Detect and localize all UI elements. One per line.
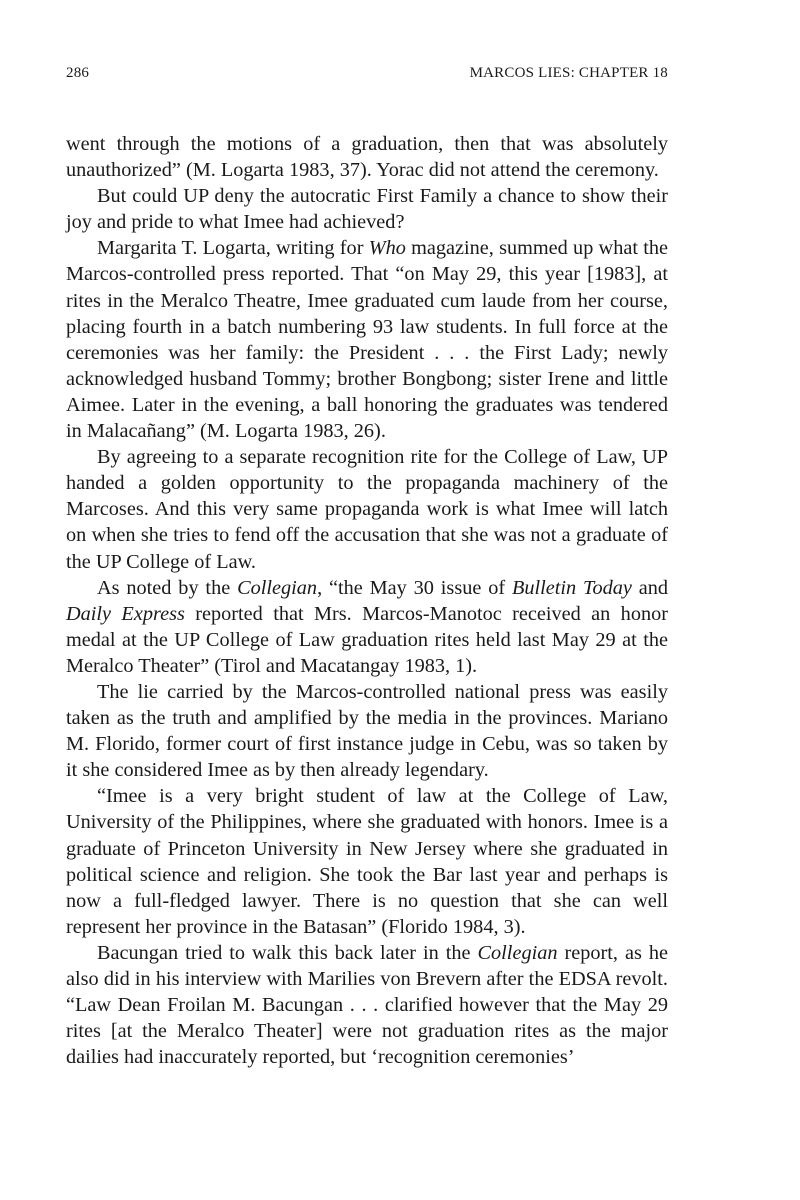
body-text — [66, 131, 668, 1070]
italic-title: Collegian — [237, 576, 318, 599]
text-run: went through the motions of a graduation, then that was absolutely unauthorized” (M. Logarta 1983, 37). Yorac did not attend the ceremony. — [66, 133, 668, 182]
text-run: magazine, summed up what the Marcos-controlled press reported. That “on May 29, this year [1983], at rites in the Meralco Theatre, Imee graduated cum laude from her course, placing fourth in a batch numbering 93 law students. In full force at the ceremonies was her family: the President . . . the First Lady; newly acknowledged husband Tommy; brother Bongbong; sister Irene and little Aimee. Later in the evening, a ball honoring the graduates was tendered in Malacañang” (M. Logarta 1983, 26). — [66, 237, 668, 443]
text-run: But could UP deny the autocratic First Family a chance to show their joy and pride to what Imee had achieved? — [66, 185, 668, 234]
book-page — [66, 0, 668, 1200]
paragraph — [66, 575, 668, 679]
running-header — [66, 65, 668, 82]
paragraph — [66, 783, 668, 940]
text-run: Margarita T. Logarta, writing for — [97, 237, 369, 260]
text-run: Bacungan tried to walk this back later in the — [97, 941, 478, 964]
page-number: 286 — [66, 65, 90, 81]
text-run: By agreeing to a separate recognition rite for the College of Law, UP handed a golden opportunity to the propaganda machinery of the Marcoses. And this very same propaganda work is what Imee will latch on when she tries to fend off the accusation that she was not a graduate of the UP College of Law. — [66, 446, 668, 573]
paragraph — [66, 235, 668, 444]
paragraph — [66, 679, 668, 783]
italic-title: Bulletin Today — [511, 576, 632, 599]
text-run: , “the May 30 issue of — [317, 576, 512, 599]
italic-title: Collegian — [477, 941, 558, 964]
paragraph — [66, 940, 668, 1070]
text-run: As noted by the — [97, 576, 238, 599]
text-run: The lie carried by the Marcos-controlled national press was easily taken as the truth and amplified by the media in the provinces. Mariano M. Florido, former court of first instance judge in Cebu, was so taken by it she considered Imee as by then already legendary. — [66, 680, 668, 782]
text-run: report, as he also did in his interview with Marilies von Brevern after the EDSA revolt. “Law Dean Froilan M. Bacungan . . . clarified however that the May 29 rites [at the Meralco Theater] were not graduation rites as the major dailies had inaccurately reported, but ‘recognition ceremonies’ — [66, 941, 668, 1069]
paragraph — [66, 444, 668, 574]
text-run: reported that Mrs. Marcos-Manotoc received an honor medal at the UP College of Law graduation rites held last May 29 at the Meralco Theater” (Tirol and Macatangay 1983, 1). — [66, 602, 668, 677]
text-run: and — [631, 576, 669, 599]
text-run: “Imee is a very bright student of law at the College of Law, University of the Philippines, where she graduated with honors. Imee is a graduate of Princeton University in New Jersey where she graduated in political science and religion. She took the Bar last year and perhaps is now a full-fledged lawyer. There is no question that she can well represent her province in the Batasan” (Florido 1984, 3). — [66, 785, 668, 938]
italic-title: Daily Express — [66, 602, 185, 625]
italic-title: Who — [368, 237, 406, 260]
paragraph — [66, 183, 668, 235]
paragraph — [66, 131, 668, 183]
running-title: MARCOS LIES: CHAPTER 18 — [469, 65, 668, 81]
